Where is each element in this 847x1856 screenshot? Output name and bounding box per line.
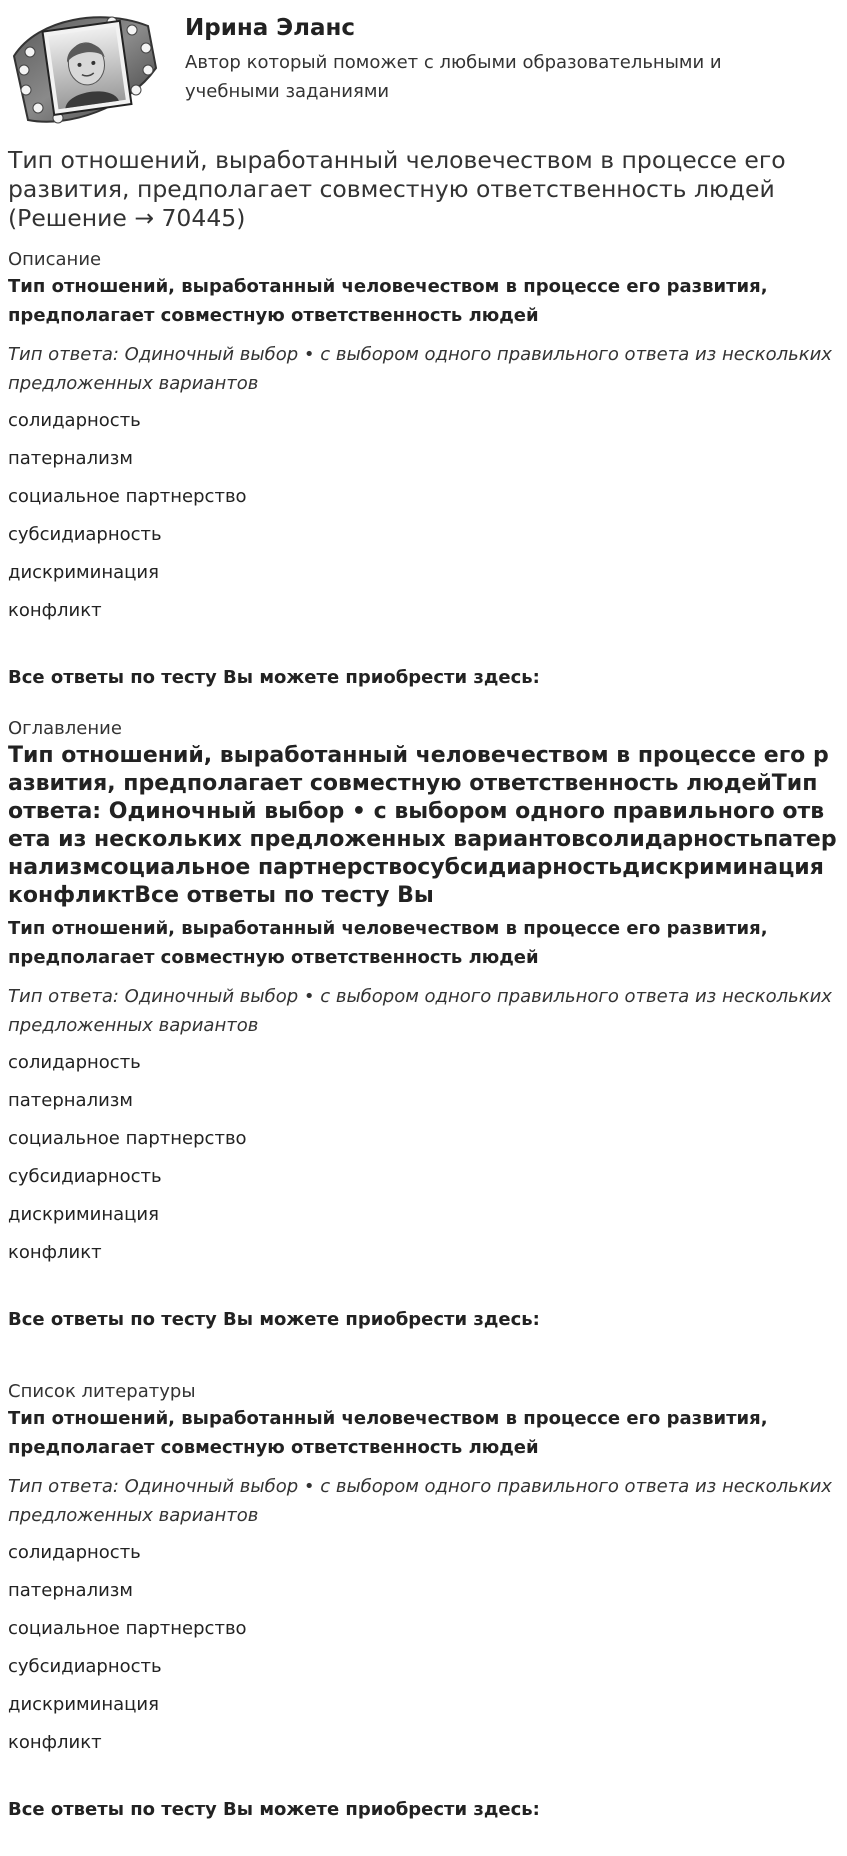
option-item: дискриминация — [8, 1694, 159, 1715]
options-list — [8, 1052, 838, 1264]
toc-heading: Тип отношений, выработанный человечеством в процессе его развития, предполагает совместную ответственность людейТип ответа: Одиночный выбор • с выбором одного правильного ответа из нескольких предложенных вариантовсолидарностьпатернализмсоциальное партнерствосубсидиарностьдискриминацияконфликтВсе ответы по тесту Вы — [8, 743, 837, 908]
option-item: субсидиарность — [8, 524, 162, 545]
option-item: солидарность — [8, 1542, 141, 1563]
option-item: социальное партнерство — [8, 486, 247, 507]
buy-answers-text: Все ответы по тесту Вы можете приобрести здесь: — [8, 1309, 540, 1330]
option-item: социальное партнерство — [8, 1128, 247, 1149]
toc-label: Оглавление — [8, 718, 122, 739]
answer-type: Тип ответа: Одиночный выбор • с выбором одного правильного ответа из нескольких предложенных вариантов — [8, 986, 832, 1036]
option-item: социальное партнерство — [8, 1618, 247, 1639]
option-item: солидарность — [8, 410, 141, 431]
option-item: конфликт — [8, 1242, 102, 1263]
option-item: конфликт — [8, 600, 102, 621]
author-avatar[interactable] — [8, 8, 160, 128]
options-list — [8, 410, 838, 622]
author-block — [8, 8, 838, 128]
question-title: Тип отношений, выработанный человечеством в процессе его развития, предполагает совместную ответственность людей — [8, 276, 768, 326]
buy-answers-text: Все ответы по тесту Вы можете приобрести здесь: — [8, 667, 540, 688]
option-item: солидарность — [8, 1052, 141, 1073]
option-item: субсидиарность — [8, 1166, 162, 1187]
option-item: патернализм — [8, 1090, 133, 1111]
description-label: Описание — [8, 249, 102, 270]
option-item: патернализм — [8, 1580, 133, 1601]
answer-type: Тип ответа: Одиночный выбор • с выбором одного правильного ответа из нескольких предложенных вариантов — [8, 1476, 832, 1526]
question-title: Тип отношений, выработанный человечеством в процессе его развития, предполагает совместную ответственность людей — [8, 1408, 768, 1458]
document-title: Тип отношений, выработанный человечеством в процессе его развития, предполагает совместную ответственность людей (Решение → 70445) — [8, 146, 786, 232]
author-name[interactable]: Ирина Эланс — [185, 15, 356, 41]
literature-section — [8, 1380, 838, 1822]
buy-answers-text: Все ответы по тесту Вы можете приобрести здесь: — [8, 1799, 540, 1820]
option-item: субсидиарность — [8, 1656, 162, 1677]
literature-label: Список литературы — [8, 1381, 196, 1402]
author-description: Автор который поможет с любыми образовательными и учебными заданиями — [185, 52, 722, 102]
option-item: конфликт — [8, 1732, 102, 1753]
option-item: дискриминация — [8, 1204, 159, 1225]
answer-type: Тип ответа: Одиночный выбор • с выбором одного правильного ответа из нескольких предложенных вариантов — [8, 344, 832, 394]
description-section — [8, 248, 838, 690]
toc-section — [8, 717, 838, 1332]
question-title: Тип отношений, выработанный человечеством в процессе его развития, предполагает совместную ответственность людей — [8, 918, 768, 968]
option-item: дискриминация — [8, 562, 159, 583]
options-list — [8, 1542, 838, 1754]
option-item: патернализм — [8, 448, 133, 469]
